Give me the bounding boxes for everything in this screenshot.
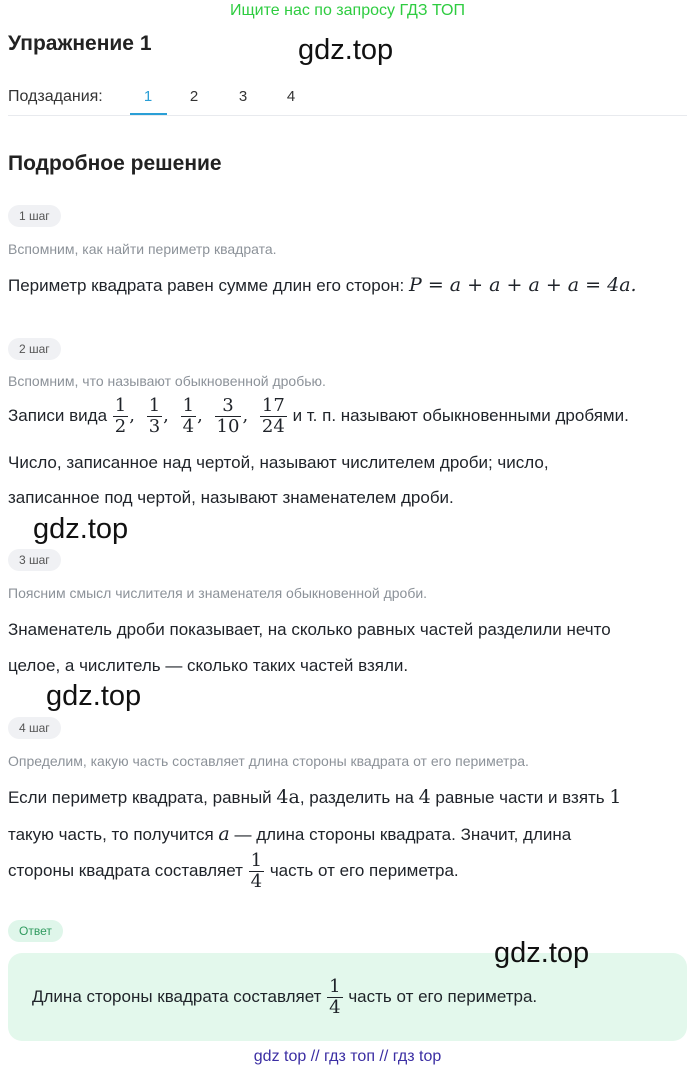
fraction: $\frac{1}{4}$: [329, 976, 341, 1018]
subtasks-nav: [8, 86, 687, 116]
step-text: Число, записанное над чертой, называют числителем дроби; число,: [8, 453, 549, 472]
tab-subtask-2[interactable]: 2: [189, 88, 199, 105]
step-text: записанное под чертой, называют знаменателем дроби.: [8, 488, 454, 507]
step-text: такую часть, то получится a — длина стороны квадрата. Значит, длина: [8, 823, 572, 845]
watermark: gdz.top: [298, 34, 394, 66]
step-text: Знаменатель дроби показывает, на сколько равных частей разделили нечто: [8, 620, 611, 639]
step-badge: 4 шаг: [8, 717, 61, 739]
step-text: Если периметр квадрата, равный 4a, разделить на 4 равные части и взять 1: [8, 786, 622, 808]
math-a: a: [218, 823, 230, 845]
step-hint: Определим, какую часть составляет длина стороны квадрата от его периметра.: [8, 753, 529, 769]
footer-links[interactable]: gdz top // гдз топ // гдз top: [253, 1048, 442, 1065]
step-text-part: Записи вида: [8, 405, 108, 425]
subtasks-label: Подзадания:: [8, 88, 103, 105]
perimeter-formula: P = a + a + a + a = 4a.: [409, 274, 637, 296]
math-4: 4: [418, 786, 431, 808]
step-text: стороны квадрата составляет $\frac{1}{4}$ часть от его периметра.: [8, 850, 459, 892]
step-text: [8, 274, 637, 296]
math-4a: 4a: [276, 786, 300, 808]
math-1: 1: [609, 786, 622, 808]
active-tab-indicator: [130, 113, 167, 115]
watermark: gdz.top: [33, 513, 129, 545]
step-text-part: и т. п. называют обыкновенными дробями.: [292, 405, 629, 425]
section-title: Подробное решение: [8, 152, 222, 175]
fraction: $\frac{1}{3}$: [148, 395, 161, 437]
step-badge: 3 шаг: [8, 549, 61, 571]
step-hint: Вспомним, как найти периметр квадрата.: [8, 241, 277, 257]
fraction: $\frac{1}{4}$: [250, 850, 263, 892]
step-badge: 1 шаг: [8, 205, 61, 227]
page-title: Упражнение 1: [8, 32, 152, 55]
fraction: $\frac{17}{24}$: [261, 395, 285, 437]
tab-subtask-4[interactable]: 4: [286, 88, 296, 105]
watermark: gdz.top: [494, 937, 590, 969]
step-badge: 2 шаг: [8, 338, 61, 360]
step-text-part: Периметр квадрата равен сумме длин его сторон:: [8, 276, 405, 295]
fraction: $\frac{1}{4}$: [182, 395, 195, 437]
tab-subtask-3[interactable]: 3: [238, 88, 248, 105]
watermark: gdz.top: [46, 680, 142, 712]
fractions-line: Записи вида $\frac{1}{2}$ , $\frac{1}{3}$ , $\frac{1}{4}$ , $\frac{3}{10}$ , $\frac{17}{24}$ и т. п. называют обыкновенными дробями.: [8, 395, 629, 437]
answer-text: Длина стороны квадрата составляет $\frac{1}{4}$ часть от его периметра.: [32, 976, 538, 1018]
promo-banner[interactable]: Ищите нас по запросу ГДЗ ТОП: [230, 2, 465, 19]
step-hint: Поясним смысл числителя и знаменателя обыкновенной дроби.: [8, 585, 428, 601]
fraction: $\frac{1}{2}$: [114, 395, 127, 437]
fraction: $\frac{3}{10}$: [216, 395, 240, 437]
tab-subtask-1[interactable]: 1: [143, 88, 153, 105]
step-hint: Вспомним, что называют обыкновенной дробью.: [8, 373, 326, 389]
step-text: целое, а числитель — сколько таких частей взяли.: [8, 656, 409, 675]
answer-badge: Ответ: [8, 920, 63, 942]
